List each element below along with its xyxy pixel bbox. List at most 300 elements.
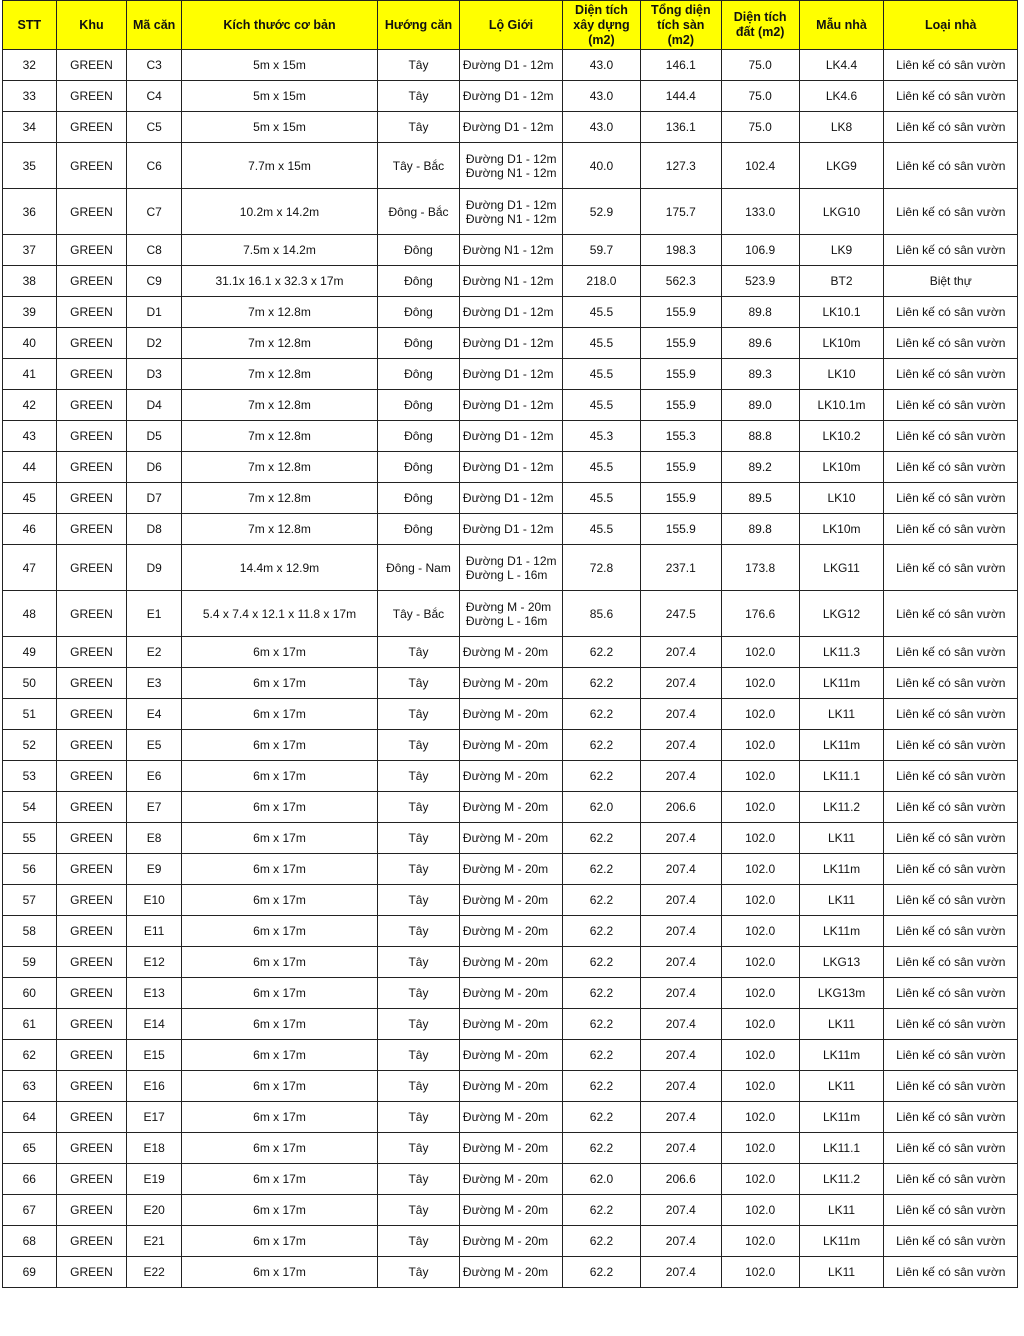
- dat-cell: 106.9: [721, 235, 799, 266]
- dat-cell: 89.8: [721, 514, 799, 545]
- loai-cell: Liên kế có sân vườn: [884, 792, 1018, 823]
- size-cell: 6m x 17m: [181, 699, 377, 730]
- size-cell: 10.2m x 14.2m: [181, 189, 377, 235]
- khu-cell: GREEN: [56, 1195, 127, 1226]
- road-cell: Đường N1 - 12m: [459, 266, 562, 297]
- huong-cell: Đông - Bắc: [378, 189, 460, 235]
- size-cell: 7m x 12.8m: [181, 359, 377, 390]
- stt-cell: 39: [3, 297, 57, 328]
- huong-cell: Đông: [378, 266, 460, 297]
- loai-cell: Liên kế có sân vườn: [884, 143, 1018, 189]
- table-row: [3, 50, 1018, 81]
- xd-cell: 62.0: [563, 1164, 641, 1195]
- mau-cell: LK10m: [799, 452, 884, 483]
- huong-cell: Tây: [378, 854, 460, 885]
- san-cell: 207.4: [640, 1009, 721, 1040]
- table-row: [3, 390, 1018, 421]
- road-cell: Đường M - 20m: [459, 668, 562, 699]
- road-cell: Đường M - 20m: [459, 854, 562, 885]
- san-cell: 198.3: [640, 235, 721, 266]
- road-cell: Đường M - 20m: [459, 1164, 562, 1195]
- xd-cell: 52.9: [563, 189, 641, 235]
- xd-cell: 62.2: [563, 1133, 641, 1164]
- xd-cell: 45.5: [563, 328, 641, 359]
- dat-cell: 89.2: [721, 452, 799, 483]
- road-cell: [459, 189, 562, 235]
- table-body: [3, 50, 1018, 1288]
- table-row: [3, 1071, 1018, 1102]
- san-cell: 207.4: [640, 1102, 721, 1133]
- khu-cell: GREEN: [56, 1164, 127, 1195]
- dat-cell: 173.8: [721, 545, 799, 591]
- san-cell: 127.3: [640, 143, 721, 189]
- road-cell: Đường D1 - 12m: [459, 328, 562, 359]
- stt-cell: 52: [3, 730, 57, 761]
- dat-cell: 102.0: [721, 761, 799, 792]
- mau-cell: LK11m: [799, 916, 884, 947]
- san-cell: 155.3: [640, 421, 721, 452]
- size-cell: 7m x 12.8m: [181, 390, 377, 421]
- khu-cell: GREEN: [56, 143, 127, 189]
- huong-cell: Tây: [378, 1133, 460, 1164]
- xd-cell: 45.5: [563, 390, 641, 421]
- stt-cell: 66: [3, 1164, 57, 1195]
- loai-cell: Liên kế có sân vườn: [884, 483, 1018, 514]
- size-cell: 7m x 12.8m: [181, 328, 377, 359]
- stt-cell: 46: [3, 514, 57, 545]
- stt-cell: 62: [3, 1040, 57, 1071]
- ma-can-cell: E8: [127, 823, 182, 854]
- size-cell: 6m x 17m: [181, 947, 377, 978]
- road-cell: Đường M - 20m: [459, 947, 562, 978]
- dat-cell: 102.0: [721, 1071, 799, 1102]
- road-cell: Đường M - 20m: [459, 978, 562, 1009]
- xd-cell: 218.0: [563, 266, 641, 297]
- loai-cell: Liên kế có sân vườn: [884, 1164, 1018, 1195]
- ma-can-cell: E12: [127, 947, 182, 978]
- huong-cell: Tây: [378, 1102, 460, 1133]
- san-cell: 207.4: [640, 1040, 721, 1071]
- dat-cell: 102.0: [721, 916, 799, 947]
- road-cell: Đường D1 - 12m: [459, 50, 562, 81]
- huong-cell: Đông: [378, 359, 460, 390]
- road-line: Đường M - 20m: [465, 599, 552, 614]
- column-header-mau-nha: Mẫu nhà: [799, 1, 884, 50]
- khu-cell: GREEN: [56, 1102, 127, 1133]
- table-row: [3, 421, 1018, 452]
- ma-can-cell: E1: [127, 591, 182, 637]
- stt-cell: 35: [3, 143, 57, 189]
- column-header-lo-gioi: Lộ Giới: [459, 1, 562, 50]
- xd-cell: 59.7: [563, 235, 641, 266]
- ma-can-cell: C6: [127, 143, 182, 189]
- stt-cell: 56: [3, 854, 57, 885]
- ma-can-cell: C4: [127, 81, 182, 112]
- loai-cell: Liên kế có sân vườn: [884, 823, 1018, 854]
- xd-cell: 43.0: [563, 81, 641, 112]
- table-row: [3, 452, 1018, 483]
- column-header-dien-tich-dat: Diện tích đất (m2): [721, 1, 799, 50]
- size-cell: 6m x 17m: [181, 916, 377, 947]
- loai-cell: Liên kế có sân vườn: [884, 916, 1018, 947]
- size-cell: 7m x 12.8m: [181, 297, 377, 328]
- table-row: [3, 1102, 1018, 1133]
- table-row: [3, 1133, 1018, 1164]
- ma-can-cell: E9: [127, 854, 182, 885]
- san-cell: 146.1: [640, 50, 721, 81]
- loai-cell: Liên kế có sân vườn: [884, 591, 1018, 637]
- xd-cell: 62.2: [563, 885, 641, 916]
- huong-cell: Tây: [378, 730, 460, 761]
- huong-cell: Tây: [378, 1257, 460, 1288]
- column-header-dien-tich-xay-dung: Diện tích xây dựng (m2): [563, 1, 641, 50]
- dat-cell: 102.0: [721, 668, 799, 699]
- ma-can-cell: E11: [127, 916, 182, 947]
- huong-cell: Tây: [378, 1071, 460, 1102]
- huong-cell: Tây: [378, 978, 460, 1009]
- san-cell: 175.7: [640, 189, 721, 235]
- size-cell: 5m x 15m: [181, 112, 377, 143]
- road-cell: Đường D1 - 12m: [459, 112, 562, 143]
- ma-can-cell: E7: [127, 792, 182, 823]
- loai-cell: Liên kế có sân vườn: [884, 50, 1018, 81]
- road-cell: [459, 591, 562, 637]
- huong-cell: Tây: [378, 761, 460, 792]
- road-line: Đường D1 - 12m: [465, 553, 557, 568]
- ma-can-cell: D1: [127, 297, 182, 328]
- table-row: [3, 637, 1018, 668]
- xd-cell: 62.2: [563, 1257, 641, 1288]
- khu-cell: GREEN: [56, 978, 127, 1009]
- san-cell: 155.9: [640, 452, 721, 483]
- loai-cell: Liên kế có sân vườn: [884, 390, 1018, 421]
- road-cell: [459, 143, 562, 189]
- size-cell: 6m x 17m: [181, 1257, 377, 1288]
- san-cell: 207.4: [640, 947, 721, 978]
- column-header-stt: STT: [3, 1, 57, 50]
- table-row: [3, 266, 1018, 297]
- san-cell: 207.4: [640, 1257, 721, 1288]
- dat-cell: 102.0: [721, 1133, 799, 1164]
- mau-cell: LK11.1: [799, 1133, 884, 1164]
- size-cell: 6m x 17m: [181, 823, 377, 854]
- san-cell: 207.4: [640, 1195, 721, 1226]
- stt-cell: 57: [3, 885, 57, 916]
- ma-can-cell: E3: [127, 668, 182, 699]
- road-line: Đường L - 16m: [465, 613, 548, 628]
- mau-cell: LK11.2: [799, 792, 884, 823]
- size-cell: 6m x 17m: [181, 761, 377, 792]
- loai-cell: Liên kế có sân vườn: [884, 1133, 1018, 1164]
- dat-cell: 102.0: [721, 730, 799, 761]
- mau-cell: LK11m: [799, 730, 884, 761]
- stt-cell: 69: [3, 1257, 57, 1288]
- khu-cell: GREEN: [56, 452, 127, 483]
- size-cell: 6m x 17m: [181, 978, 377, 1009]
- dat-cell: 102.0: [721, 1195, 799, 1226]
- mau-cell: LK10: [799, 359, 884, 390]
- size-cell: 7.5m x 14.2m: [181, 235, 377, 266]
- xd-cell: 62.2: [563, 1226, 641, 1257]
- mau-cell: LKG13m: [799, 978, 884, 1009]
- table-row: [3, 823, 1018, 854]
- loai-cell: Liên kế có sân vườn: [884, 1102, 1018, 1133]
- dat-cell: 102.4: [721, 143, 799, 189]
- stt-cell: 41: [3, 359, 57, 390]
- loai-cell: Liên kế có sân vườn: [884, 1009, 1018, 1040]
- xd-cell: 62.2: [563, 947, 641, 978]
- san-cell: 207.4: [640, 823, 721, 854]
- table-row: [3, 143, 1018, 189]
- ma-can-cell: E19: [127, 1164, 182, 1195]
- column-header-khu: Khu: [56, 1, 127, 50]
- road-cell: Đường M - 20m: [459, 1102, 562, 1133]
- mau-cell: LK11m: [799, 1040, 884, 1071]
- dat-cell: 75.0: [721, 50, 799, 81]
- san-cell: 207.4: [640, 854, 721, 885]
- xd-cell: 62.2: [563, 978, 641, 1009]
- loai-cell: Liên kế có sân vườn: [884, 761, 1018, 792]
- table-row: [3, 1040, 1018, 1071]
- dat-cell: 102.0: [721, 978, 799, 1009]
- khu-cell: GREEN: [56, 50, 127, 81]
- road-cell: Đường D1 - 12m: [459, 421, 562, 452]
- khu-cell: GREEN: [56, 1226, 127, 1257]
- mau-cell: LK11: [799, 885, 884, 916]
- mau-cell: LKG11: [799, 545, 884, 591]
- khu-cell: GREEN: [56, 916, 127, 947]
- road-cell: Đường M - 20m: [459, 1133, 562, 1164]
- mau-cell: LK4.6: [799, 81, 884, 112]
- xd-cell: 45.5: [563, 452, 641, 483]
- khu-cell: GREEN: [56, 328, 127, 359]
- khu-cell: GREEN: [56, 854, 127, 885]
- dat-cell: 75.0: [721, 81, 799, 112]
- san-cell: 207.4: [640, 699, 721, 730]
- dat-cell: 75.0: [721, 112, 799, 143]
- size-cell: 6m x 17m: [181, 1040, 377, 1071]
- size-cell: 6m x 17m: [181, 1164, 377, 1195]
- ma-can-cell: E16: [127, 1071, 182, 1102]
- khu-cell: GREEN: [56, 1040, 127, 1071]
- xd-cell: 62.2: [563, 1009, 641, 1040]
- huong-cell: Tây: [378, 668, 460, 699]
- mau-cell: LK9: [799, 235, 884, 266]
- road-cell: Đường D1 - 12m: [459, 452, 562, 483]
- size-cell: 6m x 17m: [181, 1195, 377, 1226]
- huong-cell: Đông: [378, 235, 460, 266]
- xd-cell: 43.0: [563, 112, 641, 143]
- huong-cell: Đông: [378, 297, 460, 328]
- column-header-ma-can: Mã căn: [127, 1, 182, 50]
- loai-cell: Liên kế có sân vườn: [884, 297, 1018, 328]
- table-row: [3, 885, 1018, 916]
- table-row: [3, 978, 1018, 1009]
- road-line: Đường L - 16m: [465, 567, 548, 582]
- table-row: [3, 1009, 1018, 1040]
- san-cell: 247.5: [640, 591, 721, 637]
- stt-cell: 36: [3, 189, 57, 235]
- xd-cell: 62.2: [563, 1102, 641, 1133]
- loai-cell: Liên kế có sân vườn: [884, 359, 1018, 390]
- mau-cell: LK10m: [799, 514, 884, 545]
- san-cell: 237.1: [640, 545, 721, 591]
- xd-cell: 45.5: [563, 483, 641, 514]
- column-header-kich-thuoc: Kích thước cơ bản: [181, 1, 377, 50]
- xd-cell: 40.0: [563, 143, 641, 189]
- san-cell: 155.9: [640, 328, 721, 359]
- loai-cell: Liên kế có sân vườn: [884, 1195, 1018, 1226]
- stt-cell: 37: [3, 235, 57, 266]
- table-row: [3, 514, 1018, 545]
- xd-cell: 62.2: [563, 761, 641, 792]
- stt-cell: 50: [3, 668, 57, 699]
- khu-cell: GREEN: [56, 483, 127, 514]
- table-row: [3, 112, 1018, 143]
- loai-cell: Liên kế có sân vườn: [884, 699, 1018, 730]
- stt-cell: 60: [3, 978, 57, 1009]
- size-cell: 6m x 17m: [181, 792, 377, 823]
- road-line: Đường D1 - 12m: [465, 197, 557, 212]
- mau-cell: LK11: [799, 1009, 884, 1040]
- san-cell: 155.9: [640, 483, 721, 514]
- san-cell: 207.4: [640, 668, 721, 699]
- xd-cell: 62.2: [563, 916, 641, 947]
- size-cell: 7.7m x 15m: [181, 143, 377, 189]
- xd-cell: 43.0: [563, 50, 641, 81]
- road-line: Đường N1 - 12m: [465, 211, 557, 226]
- dat-cell: 176.6: [721, 591, 799, 637]
- stt-cell: 38: [3, 266, 57, 297]
- stt-cell: 59: [3, 947, 57, 978]
- stt-cell: 34: [3, 112, 57, 143]
- xd-cell: 62.0: [563, 792, 641, 823]
- khu-cell: GREEN: [56, 297, 127, 328]
- huong-cell: Đông: [378, 390, 460, 421]
- ma-can-cell: E5: [127, 730, 182, 761]
- table-row: [3, 359, 1018, 390]
- huong-cell: Tây: [378, 1195, 460, 1226]
- ma-can-cell: E17: [127, 1102, 182, 1133]
- dat-cell: 102.0: [721, 1257, 799, 1288]
- mau-cell: LK11.3: [799, 637, 884, 668]
- mau-cell: LK10.1m: [799, 390, 884, 421]
- table-row: [3, 792, 1018, 823]
- table-row: [3, 916, 1018, 947]
- road-cell: Đường M - 20m: [459, 1195, 562, 1226]
- san-cell: 207.4: [640, 730, 721, 761]
- san-cell: 136.1: [640, 112, 721, 143]
- huong-cell: Tây: [378, 792, 460, 823]
- ma-can-cell: E15: [127, 1040, 182, 1071]
- dat-cell: 102.0: [721, 1009, 799, 1040]
- xd-cell: 72.8: [563, 545, 641, 591]
- road-cell: Đường M - 20m: [459, 792, 562, 823]
- loai-cell: Liên kế có sân vườn: [884, 112, 1018, 143]
- table-row: [3, 761, 1018, 792]
- size-cell: 6m x 17m: [181, 668, 377, 699]
- xd-cell: 62.2: [563, 699, 641, 730]
- dat-cell: 102.0: [721, 1164, 799, 1195]
- khu-cell: GREEN: [56, 637, 127, 668]
- size-cell: 6m x 17m: [181, 1009, 377, 1040]
- huong-cell: Tây - Bắc: [378, 143, 460, 189]
- loai-cell: Liên kế có sân vườn: [884, 854, 1018, 885]
- dat-cell: 133.0: [721, 189, 799, 235]
- ma-can-cell: D8: [127, 514, 182, 545]
- table-row: [3, 1257, 1018, 1288]
- khu-cell: GREEN: [56, 235, 127, 266]
- size-cell: 7m x 12.8m: [181, 452, 377, 483]
- size-cell: 5.4 x 7.4 x 12.1 x 11.8 x 17m: [181, 591, 377, 637]
- xd-cell: 62.2: [563, 1071, 641, 1102]
- size-cell: 5m x 15m: [181, 50, 377, 81]
- san-cell: 155.9: [640, 297, 721, 328]
- ma-can-cell: D9: [127, 545, 182, 591]
- dat-cell: 102.0: [721, 1040, 799, 1071]
- stt-cell: 61: [3, 1009, 57, 1040]
- khu-cell: GREEN: [56, 668, 127, 699]
- san-cell: 207.4: [640, 916, 721, 947]
- huong-cell: Tây: [378, 916, 460, 947]
- san-cell: 207.4: [640, 637, 721, 668]
- road-cell: Đường M - 20m: [459, 1257, 562, 1288]
- mau-cell: LKG12: [799, 591, 884, 637]
- road-cell: Đường D1 - 12m: [459, 483, 562, 514]
- xd-cell: 62.2: [563, 1040, 641, 1071]
- table-row: [3, 668, 1018, 699]
- road-cell: Đường M - 20m: [459, 637, 562, 668]
- mau-cell: BT2: [799, 266, 884, 297]
- dat-cell: 102.0: [721, 699, 799, 730]
- xd-cell: 62.2: [563, 668, 641, 699]
- khu-cell: GREEN: [56, 823, 127, 854]
- loai-cell: Liên kế có sân vườn: [884, 235, 1018, 266]
- loai-cell: Liên kế có sân vườn: [884, 1071, 1018, 1102]
- table-row: [3, 1164, 1018, 1195]
- loai-cell: Liên kế có sân vườn: [884, 978, 1018, 1009]
- mau-cell: LK10.2: [799, 421, 884, 452]
- header-row: [3, 1, 1018, 50]
- stt-cell: 53: [3, 761, 57, 792]
- khu-cell: GREEN: [56, 514, 127, 545]
- ma-can-cell: E22: [127, 1257, 182, 1288]
- dat-cell: 89.0: [721, 390, 799, 421]
- ma-can-cell: E10: [127, 885, 182, 916]
- mau-cell: LK11: [799, 823, 884, 854]
- san-cell: 207.4: [640, 1133, 721, 1164]
- mau-cell: LK11: [799, 1071, 884, 1102]
- loai-cell: Liên kế có sân vườn: [884, 1040, 1018, 1071]
- road-cell: Đường D1 - 12m: [459, 514, 562, 545]
- size-cell: 6m x 17m: [181, 1102, 377, 1133]
- khu-cell: GREEN: [56, 545, 127, 591]
- mau-cell: LK4.4: [799, 50, 884, 81]
- size-cell: 6m x 17m: [181, 637, 377, 668]
- table-row: [3, 947, 1018, 978]
- stt-cell: 68: [3, 1226, 57, 1257]
- mau-cell: LK10m: [799, 328, 884, 359]
- mau-cell: LK11: [799, 699, 884, 730]
- xd-cell: 62.2: [563, 854, 641, 885]
- xd-cell: 45.5: [563, 514, 641, 545]
- table-row: [3, 328, 1018, 359]
- stt-cell: 65: [3, 1133, 57, 1164]
- stt-cell: 42: [3, 390, 57, 421]
- table-row: [3, 854, 1018, 885]
- mau-cell: LK11.2: [799, 1164, 884, 1195]
- loai-cell: Liên kế có sân vườn: [884, 189, 1018, 235]
